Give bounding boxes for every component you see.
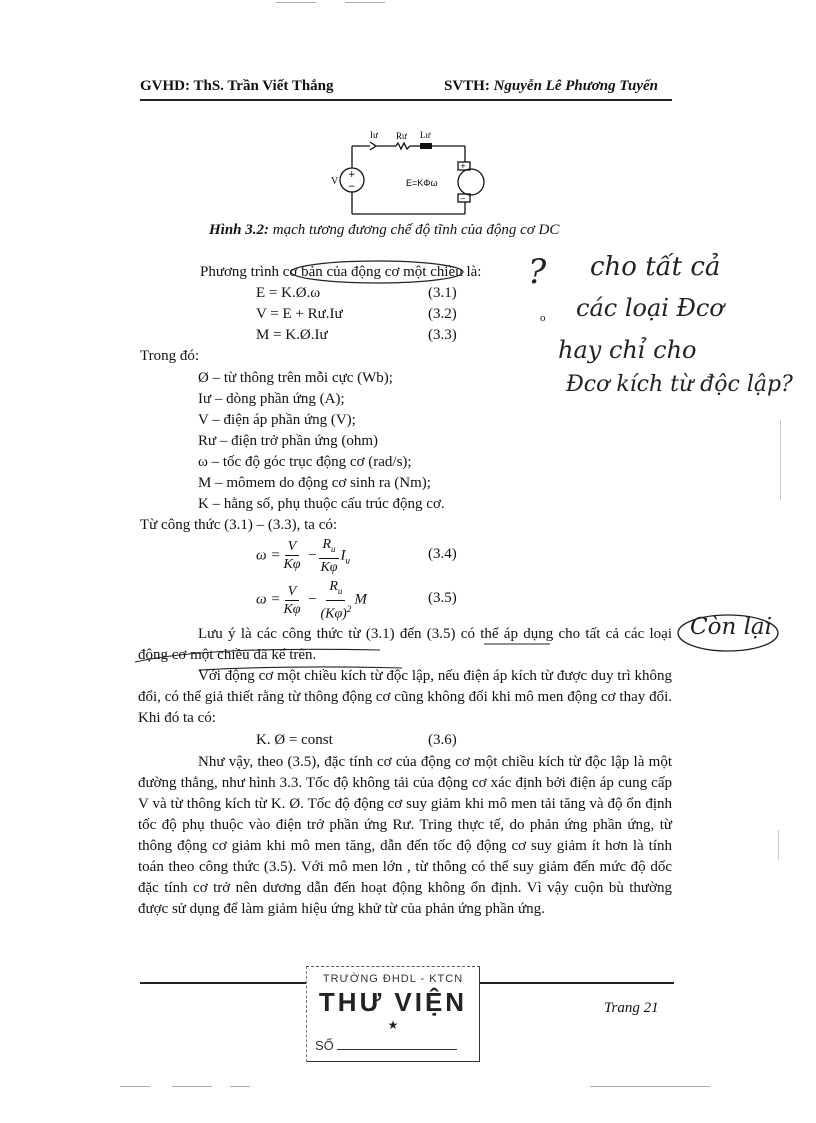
header-rule bbox=[140, 99, 672, 101]
equation-3-4-number: (3.4) bbox=[428, 546, 457, 562]
scan-mark bbox=[276, 2, 316, 3]
header-student-name: Nguyễn Lê Phương Tuyến bbox=[493, 78, 658, 94]
equation-3-6: K. Ø = const bbox=[256, 732, 333, 748]
definition-item: Rư – điện trở phần ứng (ohm) bbox=[198, 433, 378, 449]
handwritten-note-line: hay chỉ cho bbox=[558, 336, 697, 364]
library-stamp bbox=[306, 966, 480, 1062]
paragraph-independent-excitation: Với động cơ một chiều kích từ độc lập, nếu điện áp kích từ được duy trì không đổi, có thể giả thiết rằng từ thông động cơ cũng không đổi khi mô men động cơ thay đổi. Khi đó ta có: bbox=[138, 668, 672, 726]
current-label: Iư bbox=[370, 130, 378, 140]
definition-item: Ø – từ thông trên mỗi cực (Wb); bbox=[198, 370, 393, 386]
header-student-label: SVTH: bbox=[444, 78, 494, 94]
scan-mark bbox=[230, 1086, 250, 1087]
resistor-label: Rư bbox=[396, 131, 407, 141]
definition-item: K – hằng số, phụ thuộc cấu trúc động cơ. bbox=[198, 496, 445, 512]
handwritten-margin-note: Còn lại bbox=[690, 614, 772, 640]
equation-3-4: ω = $\frac{V}{K\varphi}$ − $\frac{R_u}{K\varphi}$ $I_u$ bbox=[256, 537, 351, 575]
stamp-number-label: SỐ bbox=[315, 1038, 334, 1053]
svg-text:−: − bbox=[460, 195, 466, 203]
equation-3-3-number: (3.3) bbox=[428, 327, 457, 343]
scan-mark bbox=[780, 420, 781, 500]
scan-mark bbox=[120, 1086, 150, 1087]
svg-text:+: + bbox=[348, 170, 356, 180]
circuit-diagram bbox=[320, 126, 500, 220]
stamp-number bbox=[315, 1038, 457, 1053]
figure-caption-text: mạch tương đương chế độ tĩnh của động cơ DC bbox=[269, 222, 560, 238]
handwritten-dot: o bbox=[540, 312, 546, 324]
voltage-label: V bbox=[331, 176, 339, 187]
equation-3-3: M = K.Ø.Iư bbox=[256, 327, 328, 343]
definition-item: Iư – dòng phần ứng (A); bbox=[198, 391, 345, 407]
from-formula-line: Từ công thức (3.1) – (3.3), ta có: bbox=[140, 517, 338, 533]
equation-3-5-number: (3.5) bbox=[428, 590, 457, 606]
handwritten-note-line: Đcơ kích từ độc lập? bbox=[566, 372, 793, 397]
definition-item: M – mômem do động cơ sinh ra (Nm); bbox=[198, 475, 431, 491]
equation-3-1: E = K.Ø.ω bbox=[256, 285, 321, 301]
figure-number: Hình 3.2: bbox=[209, 222, 270, 238]
definition-item: ω – tốc độ góc trục động cơ (rad/s); bbox=[198, 454, 412, 470]
svg-text:−: − bbox=[348, 182, 356, 192]
equation-3-1-number: (3.1) bbox=[428, 285, 457, 301]
intro-line: Phương trình cơ bản của động cơ một chiều là: bbox=[200, 264, 482, 280]
svg-text:+: + bbox=[460, 162, 466, 170]
scan-mark bbox=[172, 1086, 212, 1087]
stamp-top-text: TRƯỜNG ĐHDL - KTCN bbox=[322, 973, 464, 985]
inductor-label: Lư bbox=[420, 130, 431, 140]
handwritten-note-line: các loại Đcơ bbox=[576, 294, 724, 322]
equation-3-6-number: (3.6) bbox=[428, 732, 457, 748]
handwritten-ellipse bbox=[290, 258, 470, 286]
figure-caption bbox=[209, 222, 559, 239]
inductor-symbol bbox=[420, 143, 432, 149]
scan-mark bbox=[590, 1086, 710, 1087]
handwritten-note-line: cho tất cả bbox=[590, 252, 721, 282]
header-advisor: GVHD: ThS. Trần Viết Thắng bbox=[140, 78, 334, 94]
stamp-main-text: THƯ VIỆN bbox=[318, 987, 468, 1017]
scan-mark bbox=[778, 830, 779, 860]
equation-3-5: ω = $\frac{V}{K\varphi}$ − $\frac{R_u}{(K\varphi)^2}$ M bbox=[256, 579, 367, 622]
equation-3-2-number: (3.2) bbox=[428, 306, 457, 322]
scan-mark bbox=[345, 2, 385, 3]
definition-item: V – điện áp phần ứng (V); bbox=[198, 412, 356, 428]
header-student bbox=[444, 78, 658, 95]
emf-label: E=KΦω bbox=[406, 178, 438, 188]
stamp-number-line bbox=[337, 1049, 457, 1050]
note-paragraph: Lưu ý là các công thức từ (3.1) đến (3.5) có thể áp dụng cho tất cả các loại động cơ một chiều đã kể trên. bbox=[138, 626, 672, 663]
handwritten-question-mark: ? bbox=[528, 252, 547, 292]
handwritten-strikeline bbox=[197, 662, 407, 678]
equation-3-2: V = E + Rư.Iư bbox=[256, 306, 343, 322]
stamp-star-icon: ★ bbox=[387, 1018, 399, 1032]
where-label: Trong đó: bbox=[140, 348, 200, 364]
paragraph-characteristic: Như vậy, theo (3.5), đặc tính cơ của động cơ một chiều kích từ độc lập là một đường thẳng, như hình 3.3. Tốc độ không tải của động cơ xác định bởi điện áp cung cấp V và từ thông kích từ K. Ø. Tốc độ động cơ suy giảm khi mô men tải tăng và độ ổn định tốc độ phụ thuộc vào điện trở phần ứng Rư. Tring thực tế, do phản ứng phần ứng, từ thông động cơ giảm khi mô men tăng, dẫn đến tốc độ động cơ suy giảm ít hơn là tính toán theo công thức (3.5). Với mô men lớn , từ thông có thể suy giảm đến mức độ dốc đặc tính cơ trở nên dương dẫn đến hoạt động không ổn định. Vì vậy cuộn bù thường được sử dụng để làm giảm hiệu ứng khử từ của phản ứng phần ứng. bbox=[138, 754, 672, 917]
page-number: Trang 21 bbox=[604, 1000, 659, 1016]
